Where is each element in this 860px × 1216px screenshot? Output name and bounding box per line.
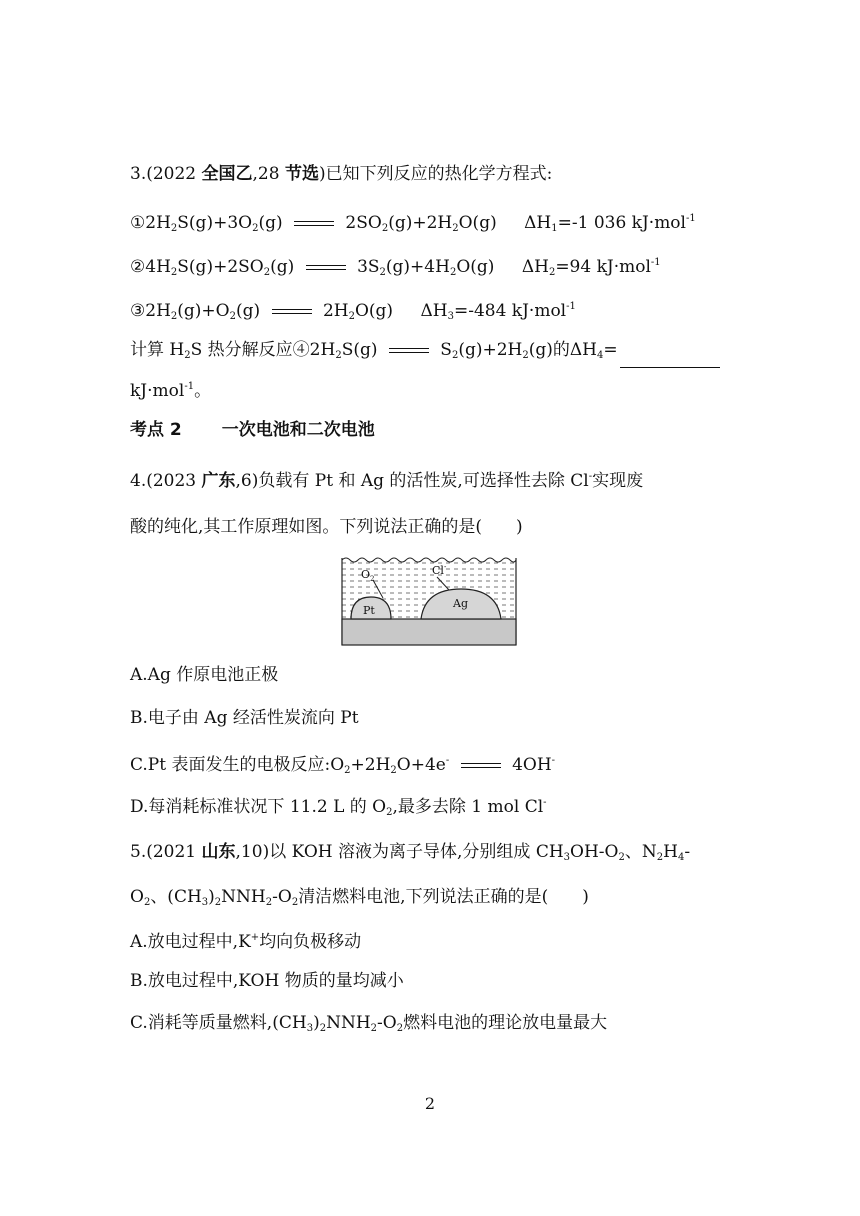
q4-option-d[interactable]: D.每消耗标准状况下 11.2 L 的 $O_2$,最多去除 1 mol Cl- <box>130 797 547 818</box>
equals-arrow-icon <box>389 344 429 358</box>
q5-option-a[interactable]: A.放电过程中,K+均向负极移动 <box>130 932 362 952</box>
activated-carbon-base <box>342 619 516 645</box>
q3-unit-line: kJ·mol$^{-1}$。 <box>130 381 212 401</box>
q4-stem-line-1: 4.(2023 广东,6)负载有 Pt 和 Ag 的活性炭,可选择性去除 Cl-实现废 <box>130 471 644 491</box>
q4-option-c[interactable]: C.Pt 表面发生的电极反应$:O_2+2H_2O+4e^-$ 4OH- <box>130 755 556 776</box>
q4-stem-line-2: 酸的纯化,其工作原理如图。下列说法正确的是( ) <box>130 517 523 537</box>
electrode-diagram <box>341 554 517 646</box>
q3-reaction-3: $③2H_2(g)+O_2(g)$ $2H_2O(g)$ $\Delta H_3=-484$ kJ·mol$^{-1}$ <box>130 301 576 322</box>
q4-option-b[interactable]: B.电子由 Ag 经活性炭流向 Pt <box>130 708 359 728</box>
equals-arrow-icon <box>461 759 501 773</box>
q3-calculation: 计算 $H_2S$ 热分解反应$④2H_2S(g)$ $S_2(g)+2H_2(g)$的$\Delta H_4=$ <box>130 338 720 368</box>
q5-stem-line-1: 5.(2021 山东,10)以 KOH 溶液为离子导体,分别组成 $CH_3OH-O_2$、$N_2H_4-$ <box>130 842 691 863</box>
q5-option-c[interactable]: C.消耗等质量燃料$,(CH_3)_2NNH_2-O_2$燃料电池的理论放电量最大 <box>130 1013 608 1034</box>
q3-reaction-2: $②4H_2S(g)+2SO_2(g)$ $3S_2(g)+4H_2O(g)$ $\Delta H_2=94$ kJ·mol$^{-1}$ <box>130 257 661 278</box>
page-number: 2 <box>424 1094 436 1113</box>
equals-arrow-icon <box>306 261 346 275</box>
o2-label: $O_2$ <box>361 568 375 583</box>
equals-arrow-icon <box>272 305 312 319</box>
q3-stem: 3.(2022 全国乙,28 节选)已知下列反应的热化学方程式: <box>130 164 553 184</box>
q4-option-a[interactable]: A.Ag 作原电池正极 <box>130 665 279 685</box>
ag-label: Ag <box>453 597 468 610</box>
pt-label: Pt <box>363 604 375 617</box>
q3-reaction-1: $①2H_2S(g)+3O_2(g)$ $2SO_2(g)+2H_2O(g)$ $\Delta H_1=-1$ 036 kJ·mol$^{-1}$ <box>130 213 696 234</box>
section-heading: 考点 2 一次电池和二次电池 <box>130 420 375 440</box>
cl-label: Cl- <box>432 563 447 577</box>
q5-stem-line-2: $O_2$、$(CH_3)_2NNH_2-O_2$清洁燃料电池,下列说法正确的是( ) <box>130 887 589 908</box>
answer-blank[interactable] <box>620 349 720 368</box>
q5-option-b[interactable]: B.放电过程中,KOH 物质的量均减小 <box>130 971 404 991</box>
equals-arrow-icon <box>294 217 334 231</box>
